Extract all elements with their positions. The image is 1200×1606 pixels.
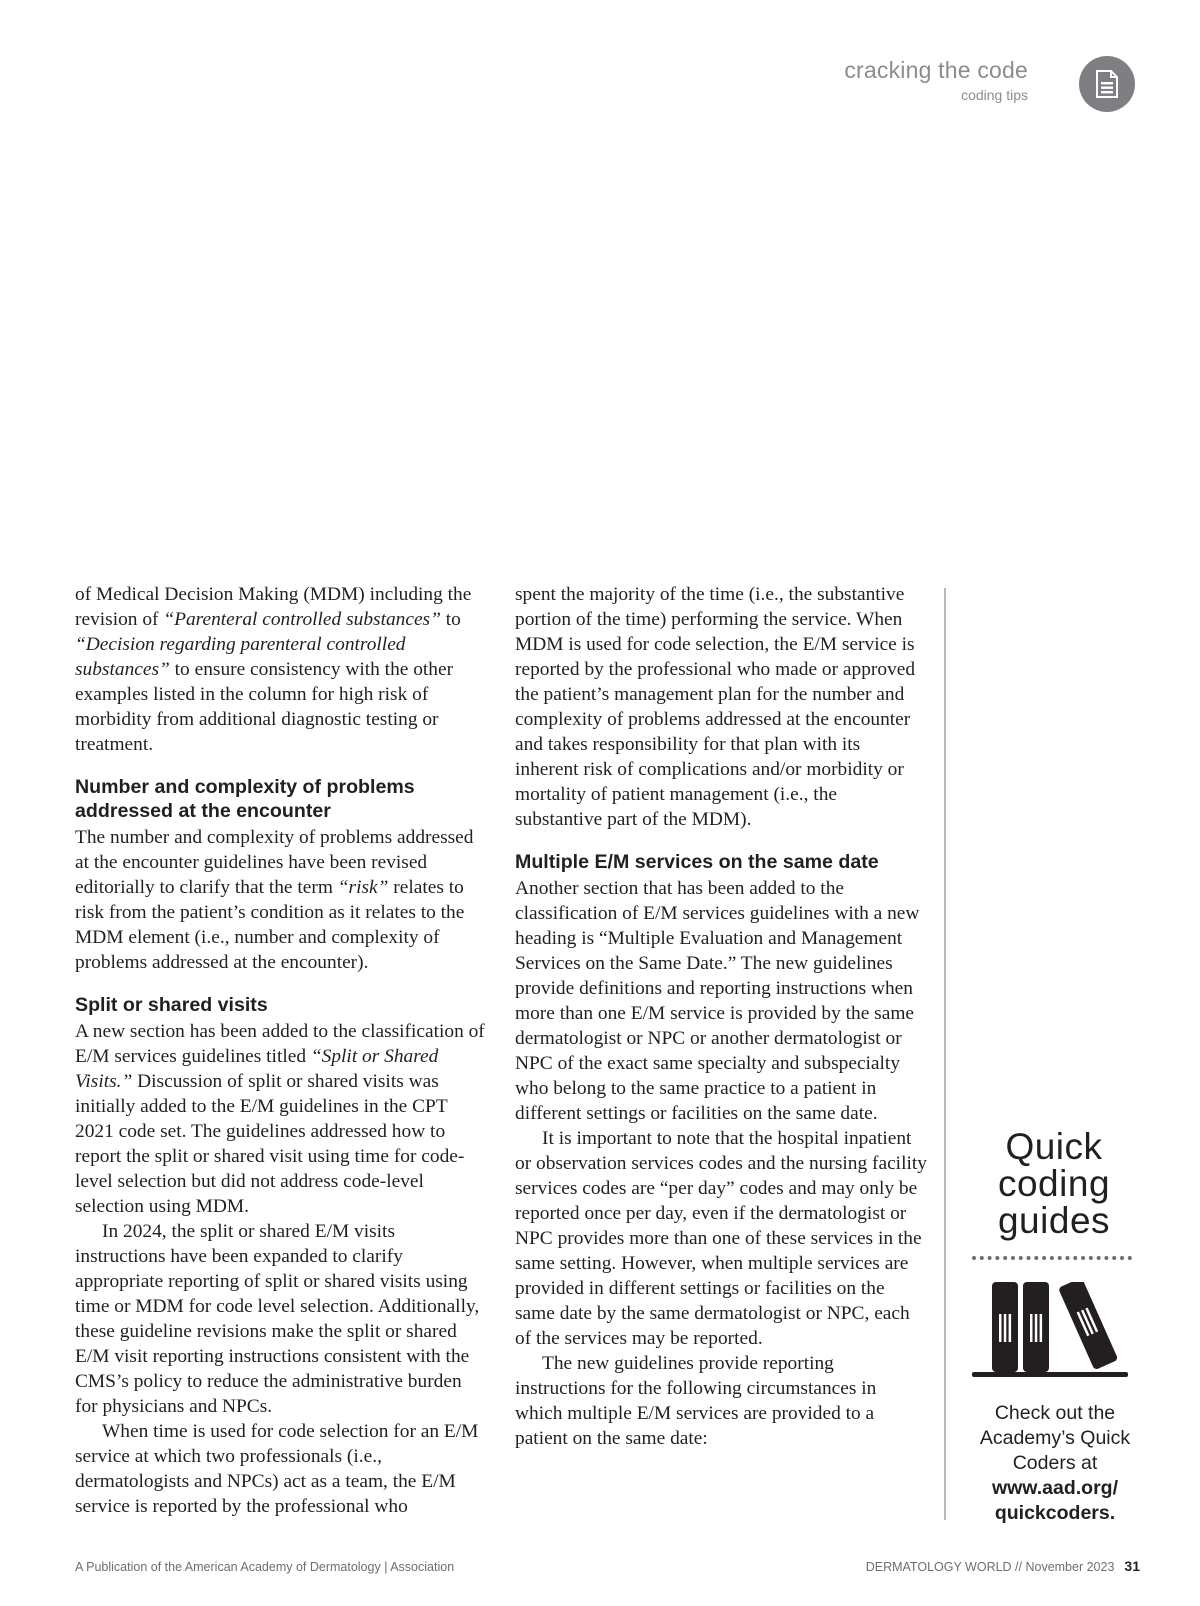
section-header [844, 58, 1028, 103]
text-run: In 2024, the split or shared E/M visits instructions have been expanded to clarify appropriate reporting of split or shared visits using time or MDM for code level selection. Additionally, these guideline revisions make the split or shared E/M visit reporting instructions consistent with the CMS’s policy to reduce the administrative burden for physicians and NPCs. [75, 1221, 480, 1417]
article-column-middle [515, 582, 928, 1451]
text-run: The new guidelines provide reporting instructions for the following circumstances in which multiple E/M services are provided to a patient on the same date: [515, 1353, 877, 1449]
quickcoders-link[interactable]: www.aad.org/ quickcoders. [991, 1477, 1119, 1524]
text-run: Another section that has been added to the classification of E/M services guidelines with a new heading is “Multiple Evaluation and Management Services on the Same Date.” The new guidelines provide definitions and reporting instructions when more than one E/M service is provided by the same dermatologist or NPC or another dermatologist or NPC of the exact same specialty and subspecialty who belong to the same practice to a patient in different settings or facilities on the same date. [515, 878, 920, 1124]
section-heading: Split or shared visits [75, 994, 268, 1016]
text-run: to ensure consistency with the other examples listed in the column for high risk of morbidity from additional diagnostic testing or treatment. [75, 659, 454, 755]
italic-text: “Split or Shared Visits.” [75, 1046, 439, 1092]
paragraph [515, 582, 928, 832]
italic-text: “Decision regarding parenteral controlled substances” [75, 634, 406, 680]
column-divider [944, 588, 946, 1520]
paragraph [515, 876, 928, 1126]
article-column-left [75, 582, 487, 1519]
paragraph [515, 1126, 928, 1351]
paragraph [75, 1019, 487, 1219]
text-run: It is important to note that the hospital inpatient or observation services codes and the nursing facility services codes are “per day” codes and may only be reported once per day, even if the dermatologist or NPC provides more than one of these services in the same setting. However, when multiple services are provided in different settings or facilities on the same date by the same dermatologist or NPC, each of the services may be reported. [515, 1128, 927, 1349]
italic-text: “Parenteral controlled substances” [163, 609, 441, 630]
paragraph [75, 582, 487, 757]
footer-issue-label: DERMATOLOGY WORLD // November 2023 [865, 1560, 1115, 1574]
paragraph [515, 1351, 928, 1451]
dotted-divider [972, 1256, 1132, 1260]
text-run: of Medical Decision Making (MDM) including the revision of [75, 584, 472, 630]
document-icon [1079, 56, 1135, 112]
text-run: relates to risk from the patient’s condition as it relates to the MDM element (i.e., number and complexity of problems addressed at the encounter). [75, 877, 465, 973]
text-run: A new section has been added to the classification of E/M services guidelines titled [75, 1021, 485, 1067]
paragraph [75, 1419, 487, 1519]
text-run: spent the majority of the time (i.e., the substantive portion of the time) performing the service. When MDM is used for code selection, the E/M service is reported by the professional who made or approved the patient’s management plan for the number and complexity of problems addressed at the encounter and takes responsibility for that plan with its inherent risk of complications and/or morbidity or mortality of patient management (i.e., the substantive part of the MDM). [515, 584, 916, 830]
callout-text: Check out the Academy’s Quick Coders at [979, 1402, 1131, 1474]
text-run: The number and complexity of problems addressed at the encounter guidelines have been revised editorially to clarify that the term [75, 827, 474, 898]
paragraph [75, 825, 487, 975]
section-heading: Multiple E/M services on the same date [515, 851, 879, 873]
text-run: When time is used for code selection for an E/M service at which two professionals (i.e., dermatologists and NPCs) act as a team, the E/M service is reported by the professional who [75, 1421, 479, 1517]
text-run: Discussion of split or shared visits was initially added to the E/M guidelines in the CPT 2021 code set. The guidelines addressed how to report the split or shared visit using time for code-level selection but did not address code-level selection using MDM. [75, 1071, 465, 1217]
footer-issue [866, 1558, 1140, 1574]
section-subtitle: coding tips [961, 87, 1028, 104]
quick-coding-guides-title [964, 1128, 1144, 1239]
section-heading: Number and complexity of problems addressed at the encounter [75, 776, 415, 822]
italic-text: “risk” [337, 877, 389, 898]
title-line: coding [997, 1163, 1111, 1204]
books-icon [972, 1282, 1128, 1385]
paragraph [75, 1219, 487, 1419]
title-line: Quick [1005, 1126, 1103, 1167]
footer-publication: A Publication of the American Academy of Dermatology | Association [75, 1560, 455, 1574]
text-run: to [440, 609, 461, 630]
title-line: guides [997, 1200, 1111, 1241]
quick-coders-callout [966, 1401, 1144, 1526]
section-title: cracking the code [844, 57, 1028, 83]
page-number: 31 [1124, 1558, 1140, 1574]
